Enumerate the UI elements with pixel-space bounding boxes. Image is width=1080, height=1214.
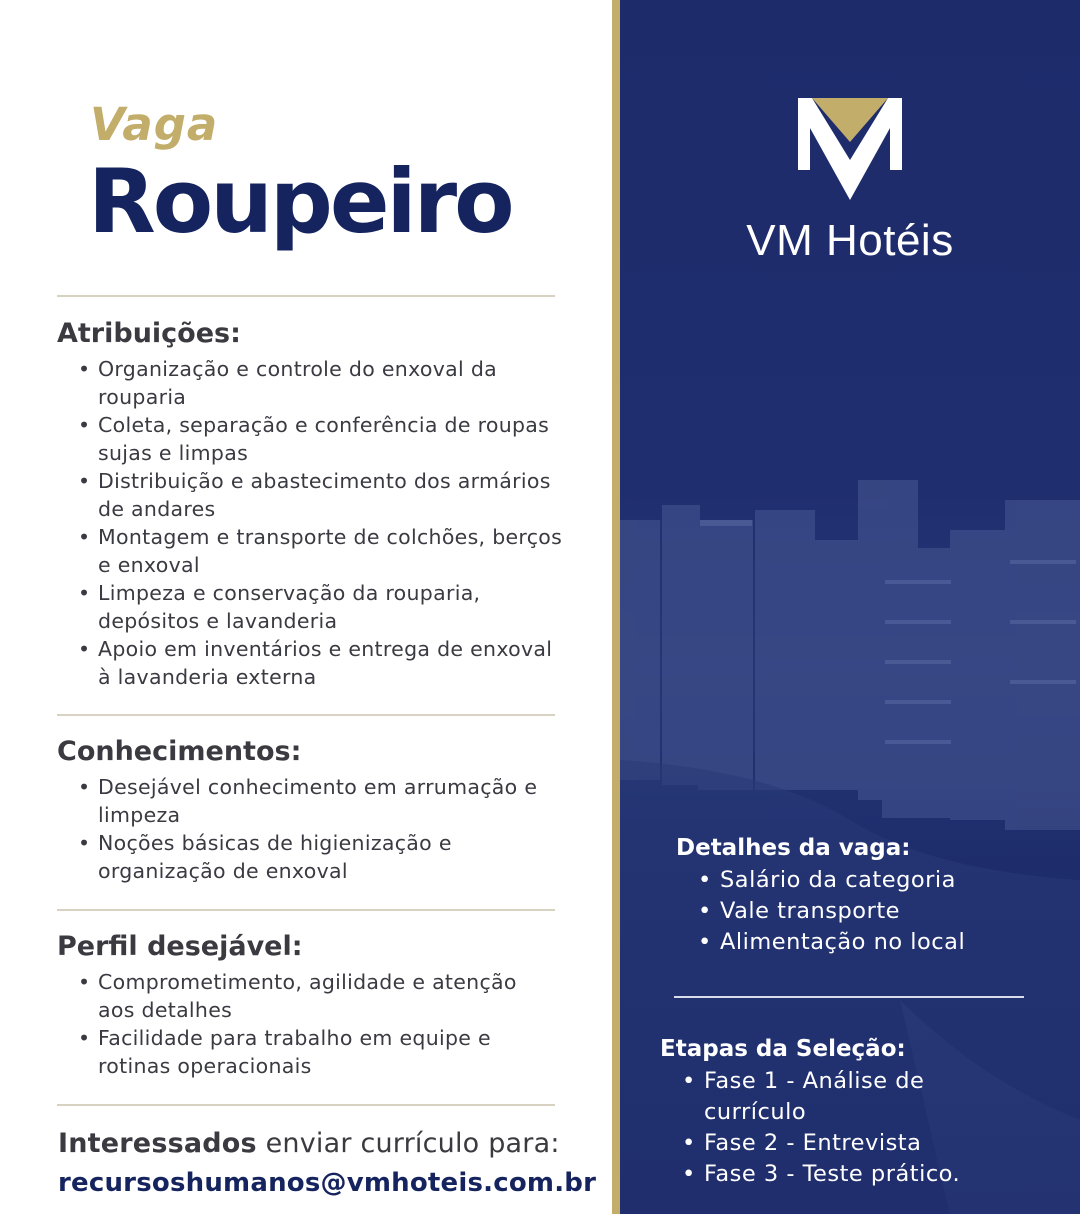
list-item: • Desejável conhecimento em arrumação e limpeza [78,773,558,829]
list-item: • Comprometimento, agilidade e atenção aos detalhes [78,968,558,1024]
list-item: • Coleta, separação e conferência de roupas sujas e limpas [78,411,568,467]
list-item: • Limpeza e conservação da rouparia, depósitos e lavanderia [78,579,568,635]
perfil-list [78,968,558,1080]
perfil-title: Perfil desejável: [57,931,303,962]
list-item: • Noções básicas de higienização e organização de enxoval [78,829,558,885]
vm-logo-icon [798,98,902,208]
list-item: • Salário da categoria [698,865,1038,896]
etapas-list [682,1066,972,1190]
contact-lead-bold: Interessados [58,1128,257,1159]
list-item: • Apoio em inventários e entrega de enxoval à lavanderia externa [78,635,568,691]
job-kicker: Vaga [90,98,219,151]
divider-line [674,996,1024,998]
gold-divider [612,0,620,1214]
atribuicoes-list [78,355,568,691]
conhecimentos-title: Conhecimentos: [57,736,302,767]
list-item: • Distribuição e abastecimento dos armários de andares [78,467,568,523]
contact-lead-rest: enviar currículo para: [256,1128,560,1159]
contact-email[interactable]: recursoshumanos@vmhoteis.com.br [58,1168,597,1198]
list-item: • Organização e controle do enxoval da rouparia [78,355,568,411]
contact-lead [58,1128,560,1159]
detalhes-list [698,865,1038,958]
divider-line [57,1104,555,1106]
etapas-title: Etapas da Seleção: [660,1036,906,1062]
divider-line [57,909,555,911]
list-item: • Fase 2 - Entrevista [682,1128,972,1159]
divider-line [57,295,555,297]
brand-name: VM Hotéis [746,216,954,265]
list-item: • Montagem e transporte de colchões, berços e enxoval [78,523,568,579]
list-item: • Alimentação no local [698,927,1038,958]
divider-line [57,714,555,716]
atribuicoes-title: Atribuições: [57,318,241,349]
detalhes-title: Detalhes da vaga: [676,835,911,861]
list-item: • Fase 3 - Teste prático. [682,1159,972,1190]
right-panel [620,0,1080,1214]
job-title: Roupeiro [88,150,512,253]
conhecimentos-list [78,773,558,885]
list-item: • Fase 1 - Análise de currículo [682,1066,972,1128]
list-item: • Facilidade para trabalho em equipe e rotinas operacionais [78,1024,558,1080]
list-item: • Vale transporte [698,896,1038,927]
